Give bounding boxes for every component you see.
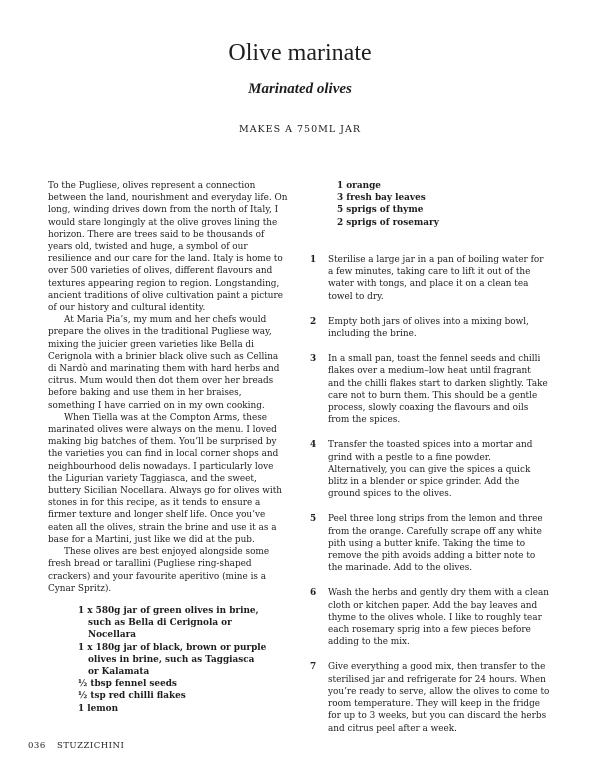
page-number: 036	[28, 741, 46, 751]
step-number: 1	[310, 255, 317, 265]
ingredient-item: 2 sprigs of rosemary	[337, 217, 439, 228]
step-number: 3	[310, 354, 317, 365]
intro-paragraph: When Tiella was at the Compton Arms, these marinated olives were always on the menu. I loved making big batches of them. You’ll be surprised by the varieties you can find in local corner shops and neighbourhood delis nowadays. I particularly love the Ligurian variety Taggiasca, and the sweet, buttery Sicilian Nocellara. Always go for olives with stones in for this recipe, as it tends to ensure a firmer texture and longer shelf life. Once you’ve eaten all the olives, strain the brine and use it as a base for a Martini, just like we did at the pub.	[48, 412, 283, 545]
intro-paragraph: To the Pugliese, olives represent a connection between the land, nourishment and everyday life. On long, winding drives down from the north of Italy, I would stare longingly at the olive groves lining the horizon. There are trees said to be thousands of years old, twisted and huge, a symbol of our resilience and our care for the land. Italy is home to over 500 varieties of olives, different flavours and textures appearing region to region. Longstanding, ancient traditions of olive cultivation paint a picture of our history and cultural identity.	[48, 181, 288, 314]
ingredient-item: 3 fresh bay leaves	[337, 193, 426, 204]
ingredient-item: 1 lemon	[78, 703, 119, 714]
recipe-title: Olive marinate	[228, 40, 372, 66]
intro-paragraph: At Maria Pia’s, my mum and her chefs would prepare the olives in the traditional Pugliese way, mixing the juicier green varieties like Bella di Cerignola with a brinier black olive such as Cellina di Nardò and marinating them with hard herbs and citrus. Mum would then dot them over her breads before baking and use them in her braises, something I have carried on in my own cooking.	[48, 315, 280, 411]
method-step	[310, 353, 550, 426]
method-steps	[310, 254, 550, 735]
ingredient-item: 1 x 180g jar of black, brown or purple olives in brine, such as Taggiasca or Kalamata	[78, 642, 267, 678]
step-text: Give everything a good mix, then transfer to the sterilised jar and refrigerate for 24 hours. When you’re ready to serve, allow the olives to come to room temperature. They will keep in the fridge for up to 3 weeks, but you can discard the herbs and citrus peel after a week.	[328, 662, 550, 734]
method-step	[310, 513, 550, 574]
step-number: 2	[310, 316, 317, 327]
step-number: 4	[310, 440, 317, 451]
ingredient-item: 1 x 580g jar of green olives in brine, such as Bella di Cerignola or Nocellara	[78, 606, 259, 641]
method-step	[310, 661, 550, 734]
ingredient-item: ½ tsp red chilli flakes	[78, 691, 186, 702]
recipe-subtitle: Marinated olives	[248, 81, 352, 97]
step-text: Wash the herbs and gently dry them with a clean cloth or kitchen paper. Add the bay leaves and thyme to the olives whole. I like to roughly tear each rosemary sprig into a few pieces before adding to the mix.	[328, 588, 550, 648]
page-footer	[28, 741, 124, 751]
method-step	[310, 587, 550, 648]
step-text: Sterilise a large jar in a pan of boiling water for a few minutes, taking care to lift it out of the water with tongs, and place it on a clean tea towel to dry.	[328, 255, 544, 302]
step-number: 7	[310, 662, 317, 673]
intro-text	[48, 180, 288, 595]
intro-paragraph: These olives are best enjoyed alongside some fresh bread or tarallini (Pugliese ring-shaped crackers) and your favourite aperitivo (mine is a Cynar Spritz).	[48, 547, 270, 594]
ingredient-list-right	[337, 180, 537, 229]
step-text: Empty both jars of olives into a mixing bowl, including the brine.	[328, 316, 529, 340]
section-name: STUZZICHINI	[56, 741, 125, 751]
step-text: Peel three long strips from the lemon and three from the orange. Carefully scrape off any white pith using a butter knife. Taking the time to remove the pith avoids adding a bitter note to the marinade. Add to the olives.	[328, 514, 543, 574]
step-text: In a small pan, toast the fennel seeds and chilli flakes over a medium–low heat until fragrant and the chilli flakes start to darken slightly. Take care not to burn them. This should be a gentle process, slowly coaxing the flavours and oils from the spices.	[328, 354, 548, 426]
step-text: Transfer the toasted spices into a mortar and grind with a pestle to a fine powder. Alternatively, you can give the spices a quick blitz in a blender or spice grinder. Add the ground spices to the olives.	[328, 440, 533, 500]
ingredient-item: ½ tbsp fennel seeds	[78, 679, 177, 690]
step-number: 5	[310, 514, 317, 525]
ingredient-item: 5 sprigs of thyme	[337, 205, 424, 216]
method-step	[310, 316, 550, 340]
method-step	[310, 439, 550, 500]
ingredient-item: 1 orange	[337, 181, 381, 191]
recipe-yield: MAKES A 750ML JAR	[238, 124, 362, 135]
step-number: 6	[310, 588, 317, 599]
method-step	[310, 254, 550, 303]
ingredient-list-left	[78, 605, 268, 715]
